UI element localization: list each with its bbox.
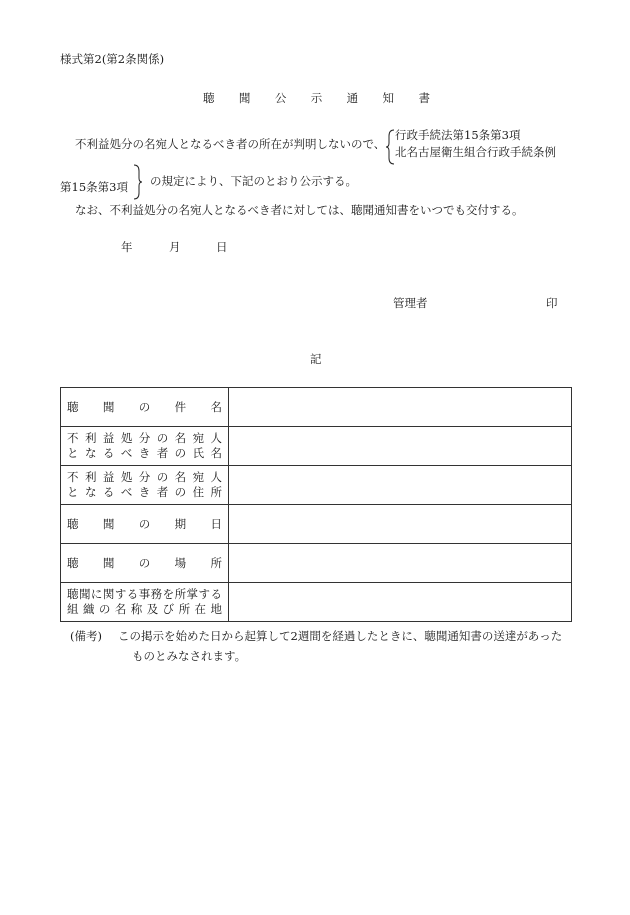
label-char: 在 [194,602,206,616]
row-label-line [67,485,222,500]
label-char: る [126,587,139,602]
intro-line-2-suffix: の規定により、下記のとおり公示する。 [150,174,357,188]
label-char: き [138,446,151,460]
label-char: 聴 [67,587,79,602]
label-char: 地 [210,602,222,616]
label-char: 住 [192,485,205,499]
label-char: 聞 [102,399,115,414]
label-char: 務 [150,587,163,602]
label-char: の [138,516,151,531]
row-label [61,466,229,505]
label-char: の [138,399,151,414]
label-char: 不 [67,431,79,446]
row-label-line [67,517,222,532]
note-line-1: この掲示を始めた日から起算して2週間を経過したときに、聴聞通知書の送達があった [118,629,563,643]
label-char: 場 [174,555,187,570]
label-char: べ [120,446,133,460]
label-char: 聞 [78,587,91,602]
row-value-field[interactable] [229,505,572,544]
label-char: 宛 [192,470,205,485]
row-value-field[interactable] [229,466,572,505]
title-char: 聞 [238,91,251,105]
label-char: べ [120,485,133,499]
ki-heading: 記 [310,352,322,366]
intro-line-2-prefix: 第15条第3項 [60,180,128,194]
label-char: 聴 [67,516,79,531]
title-char: 通 [346,91,359,105]
row-label [61,388,229,427]
label-char: 日 [210,516,222,531]
row-label [61,505,229,544]
label-char: 掌 [186,587,199,602]
right-brace-icon [132,164,142,200]
label-char: な [84,446,97,460]
form-number: 様式第2(第2条関係) [60,52,165,66]
label-char: 聞 [102,516,115,531]
row-value-field[interactable] [229,544,572,583]
row-label [61,583,229,622]
row-label [61,544,229,583]
row-label [61,427,229,466]
label-char: 聴 [67,555,79,570]
label-char: の [156,470,169,485]
label-char: 名 [210,399,222,414]
intro-line-1: 不利益処分の名宛人となるべき者の所在が判明しないので、 [75,137,386,151]
row-label-line [67,400,222,415]
title-char: 公 [274,91,287,105]
label-char: す [114,587,127,602]
label-char: び [162,602,175,616]
label-char: 者 [156,485,169,499]
label-char: の [174,446,187,460]
label-char: の [156,431,169,446]
row-value-field[interactable] [229,583,572,622]
label-char: る [102,446,115,460]
law-option-1: 行政手続法第15条第3項 [395,128,521,142]
label-char: 益 [102,431,115,446]
seal-mark: 印 [546,296,558,310]
row-label-line [67,446,222,461]
label-char: と [67,485,79,499]
title-char: 示 [310,91,323,105]
label-char: の [138,555,151,570]
label-char: の [98,602,111,616]
title-char: 知 [382,91,395,105]
label-char: 処 [120,431,133,446]
title-char: 聴 [203,91,215,105]
row-value-field[interactable] [229,427,572,466]
date-month: 月 [169,240,181,254]
label-char: 及 [146,602,159,616]
label-char: 事 [138,587,151,602]
label-char: 名 [210,446,222,460]
intro-line-3: なお、不利益処分の名宛人となるべき者に対しては、聴聞通知書をいつでも交付する。 [75,203,524,217]
label-char: 氏 [192,446,205,460]
label-char: る [102,485,115,499]
label-char: 期 [174,516,187,531]
row-label-line [67,431,222,446]
label-char: 処 [120,470,133,485]
label-char: を [162,587,175,602]
title-char: 書 [418,91,430,105]
label-char: す [198,587,210,602]
row-label-line [67,470,222,485]
table-row [61,466,572,505]
label-char: 分 [138,431,151,446]
label-char: 人 [210,470,222,485]
law-option-2: 北名古屋衛生組合行政手続条例 [395,145,556,159]
date-day: 日 [216,240,228,254]
document-title [203,93,430,105]
label-char: 聴 [67,399,79,414]
label-char: 件 [174,399,187,414]
label-char: 称 [130,602,143,616]
table-row [61,544,572,583]
label-char: と [67,446,79,460]
label-char: 利 [84,470,97,485]
label-char: 名 [174,470,187,485]
label-char: の [174,485,187,499]
label-char: 所 [210,485,222,499]
table-row [61,505,572,544]
label-char: 者 [156,446,169,460]
row-label-line [67,587,222,602]
label-char: に [90,587,103,602]
label-char: 所 [174,587,187,602]
label-char: 名 [174,431,187,446]
label-char: 組 [67,602,79,616]
details-table [60,387,572,622]
date-year: 年 [121,240,133,254]
label-char: る [210,587,222,602]
label-char: 所 [210,555,222,570]
note-label: (備考) [70,629,102,643]
label-char: 人 [210,431,222,446]
row-label-line [67,602,222,617]
label-char: 所 [178,602,191,616]
table-row [61,388,572,427]
row-value-field[interactable] [229,388,572,427]
label-char: 利 [84,431,97,446]
label-char: 聞 [102,555,115,570]
label-char: 不 [67,470,79,485]
row-label-line [67,556,222,571]
label-char: き [138,485,151,499]
note-line-2: ものとみなされます。 [132,649,247,663]
label-char: 益 [102,470,115,485]
label-char: 織 [82,602,95,616]
table-row [61,427,572,466]
manager-label: 管理者 [393,296,428,310]
label-char: 関 [102,587,115,602]
label-char: 分 [138,470,151,485]
label-char: 名 [114,602,127,616]
table-row [61,583,572,622]
label-char: 宛 [192,431,205,446]
label-char: な [84,485,97,499]
